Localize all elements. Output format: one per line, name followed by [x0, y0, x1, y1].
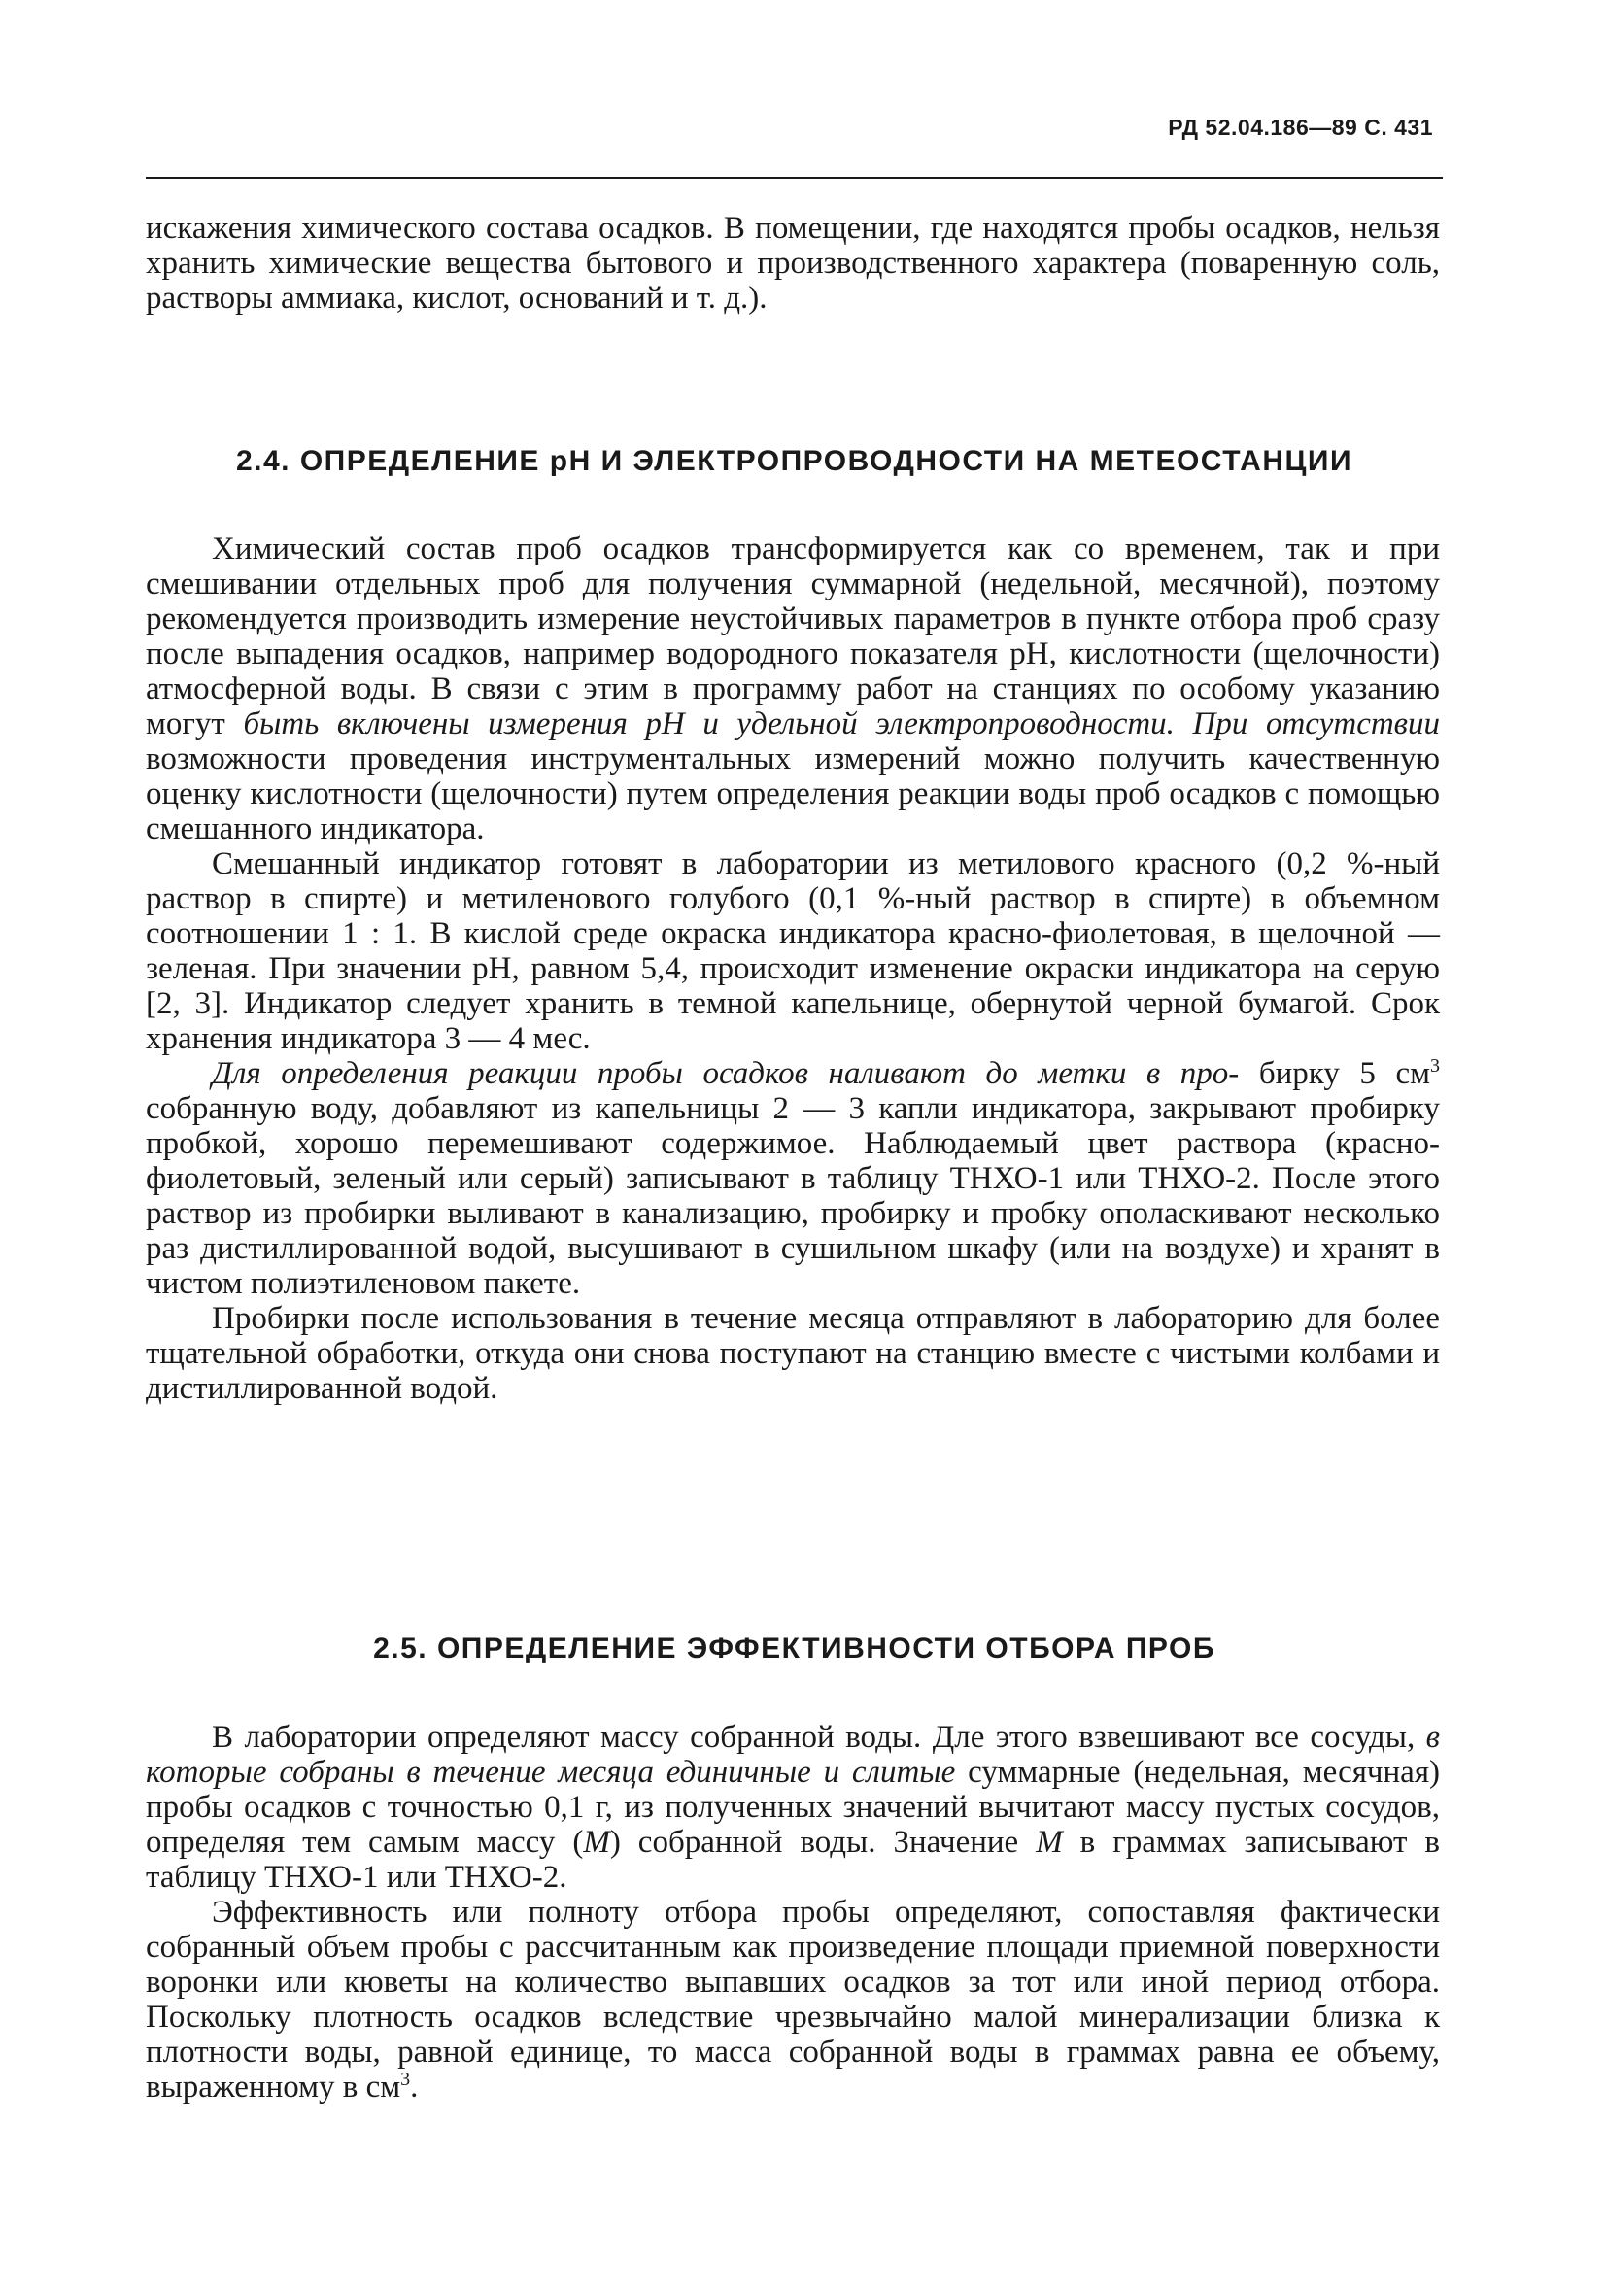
s25-p1-part-c: ) собранной воды. Значение — [609, 1825, 1037, 1860]
s24-p3-italic: Для определения реакции пробы осадков наливают до метки в про- — [212, 1056, 1240, 1091]
section-2-4-paragraph-2: Смешанный индикатор готовят в лаборатории из метилового красного (0,2 %-ный раствор в спирте) и метиленового голубого (0,1 %-ный раствор в спирте) в объемном соотношении 1 : 1. В кислой среде окраска индикатора красно-фиолетовая, в щелочной — зеленая. При значении pH, равном 5,4, происходит изменение окраски индикатора на серую [2, 3]. Индикатор следует хранить в темной капельнице, обернутой черной бумагой. Срок хранения индикатора 3 — 4 мес. — [146, 846, 1440, 1056]
section-2-4-paragraph-4: Пробирки после использования в течение месяца отправляют в лабораторию для более тщательной обработки, откуда они снова поступают на станцию вместе с чистыми колбами и дистиллированной водой. — [146, 1301, 1440, 1406]
section-2-4-title: 2.4. ОПРЕДЕЛЕНИЕ pH И ЭЛЕКТРОПРОВОДНОСТИ НА МЕТЕОСТАНЦИИ — [235, 445, 1353, 477]
s25-p2-superscript: 3 — [400, 2069, 411, 2090]
s24-p1-part-b: возможности проведения инструментальных измерений можно получить качественную оценку кислотности (щелочности) путем определения реакции воды проб осадков с помощью смешанного индикатора. — [146, 741, 1440, 846]
s25-p1-italic: в которые собраны в течение месяца единичные и слитые — [146, 1720, 1440, 1790]
section-2-5-title: 2.5. ОПРЕДЕЛЕНИЕ ЭФФЕКТИВНОСТИ ОТБОРА ПРОБ — [373, 1632, 1215, 1664]
s24-p1-part-a: Химический состав проб осадков трансформируется как со временем, так и при смешивании отдельных проб для получения суммарной (недельной, месячной), поэтому рекомендуется производить измерение неустойчивых параметров в пункте отбора проб сразу после выпадения осадков, например водородного показателя pH, кислотности (щелочности) атмосферной воды. В связи с этим в программу работ на станциях по особому указанию могут — [146, 531, 1440, 741]
s25-p2-part-b: . — [410, 2070, 419, 2105]
s25-p2-part-a: Эффективность или полноту отбора пробы определяют, сопоставляя фактически собранный объем пробы с рассчитанным как произведение площади приемной поверхности воронки или кюветы на количество выпавших осадков за тот или иной период отбора. Поскольку плотность осадков вследствие чрезвычайно малой минерализации близка к плотности воды, равной единице, то масса собранной воды в граммах равна ее объему, выраженному в см — [146, 1895, 1440, 2105]
running-head: РД 52.04.186—89 С. 431 — [1168, 115, 1433, 140]
header-rule — [146, 177, 1443, 179]
continuation-paragraph: искажения химического состава осадков. В помещении, где находятся пробы осадков, нельзя хранить химические вещества бытового и производственного характера (поваренную соль, растворы аммиака, кислот, оснований и т. д.). — [146, 211, 1440, 316]
s24-p3-part-b: собранную воду, добавляют из капельницы 2 — 3 капли индикатора, закрывают пробирку пробкой, хорошо перемешивают содержимое. Наблюдаемый цвет раствора (красно-фиолетовый, зеленый или серый) записывают в таблицу ТНХО-1 или ТНХО-2. После этого раствор из пробирки выливают в канализацию, пробирку и пробку ополаскивают несколько раз дистиллированной водой, высушивают в сушильном шкафу (или на воздухе) и хранят в чистом полиэтиленовом пакете. — [146, 1091, 1440, 1301]
s25-p1-part-b: суммарные (недельная, месячная) пробы осадков с точностью 0,1 г, из полученных значений вычитают массу пустых сосудов, определяя тем самым массу ( — [146, 1755, 1440, 1860]
section-2-5-body — [146, 1720, 1440, 2105]
s25-p1-part-d: в граммах записывают в таблицу ТНХО-1 или ТНХО-2. — [146, 1825, 1440, 1895]
section-2-5-paragraph-1 — [146, 1720, 1440, 1895]
s25-p1-part-a: В лаборатории определяют массу собранной воды. Дле этого взвешивают все сосуды, — [212, 1720, 1426, 1755]
section-2-5-paragraph-2 — [146, 1895, 1440, 2105]
s25-p1-mass-symbol-2: М — [1036, 1825, 1063, 1860]
section-2-4-paragraph-1 — [146, 531, 1440, 846]
s24-p1-italic: быть включены измерения pH и удельной электропроводности. При отсутствии — [243, 706, 1440, 741]
section-2-4-body — [146, 531, 1440, 1406]
continuation-block — [146, 211, 1440, 316]
s24-p3-part-a: бирку 5 см — [1239, 1056, 1430, 1091]
s24-p3-superscript: 3 — [1430, 1055, 1440, 1077]
s25-p1-mass-symbol-1: М — [583, 1825, 610, 1860]
section-2-4-paragraph-3 — [146, 1056, 1440, 1301]
